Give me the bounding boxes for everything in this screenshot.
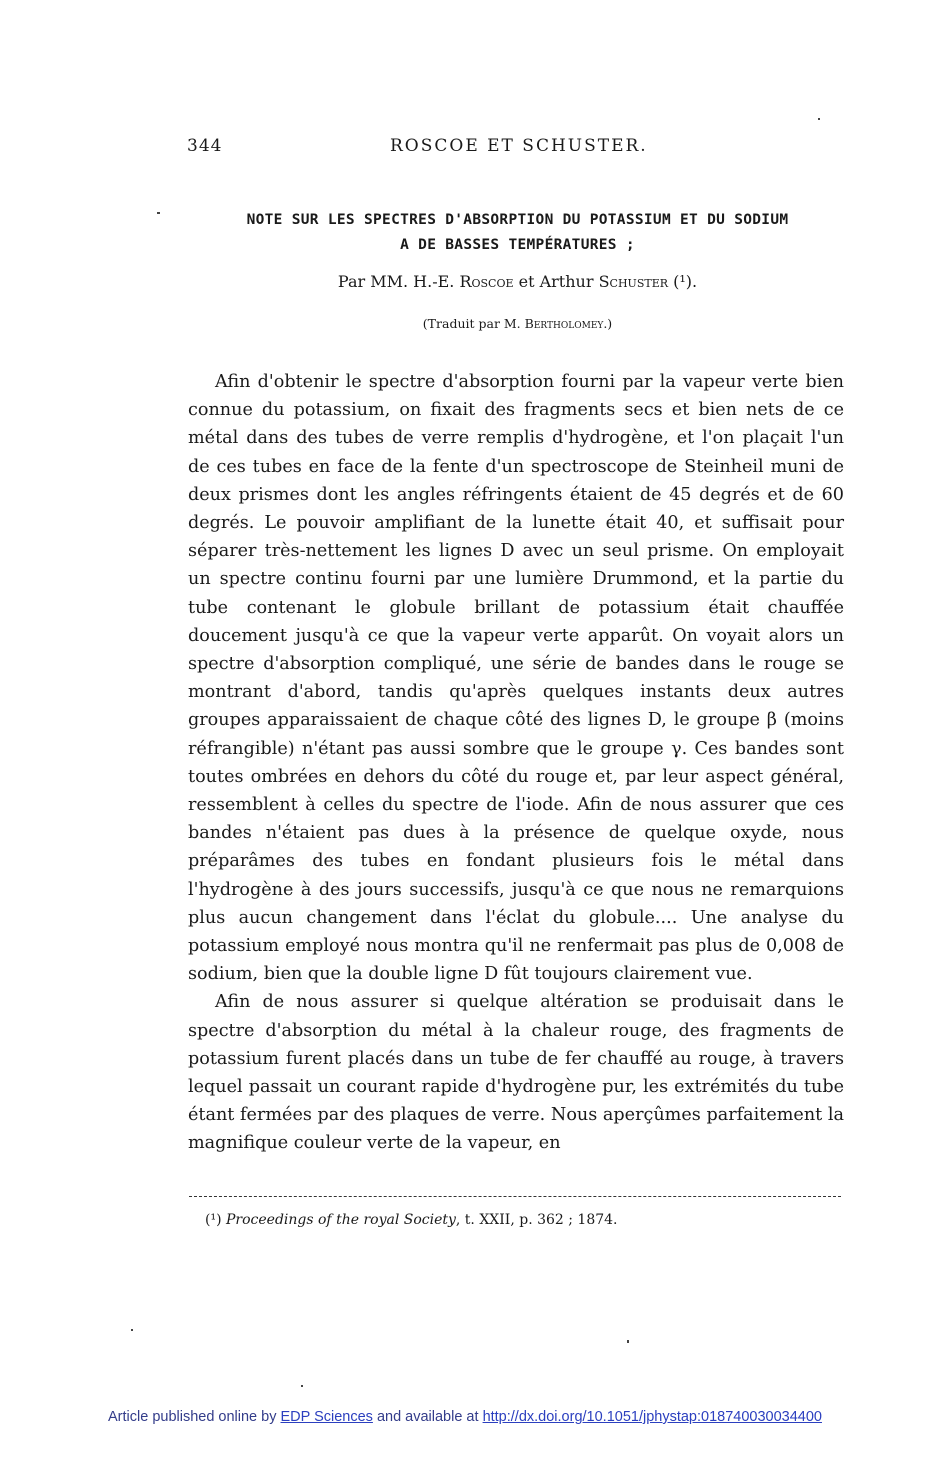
article-title — [190, 208, 845, 258]
scan-speck — [301, 1385, 303, 1387]
footnote-source: Proceedings of the royal Society — [226, 1212, 456, 1228]
footnote-marker: (¹) — [205, 1212, 226, 1228]
footnote-details: , t. XXII, p. 362 ; 1874. — [455, 1212, 618, 1228]
footnote-divider — [189, 1196, 841, 1197]
running-title: ROSCOE ET SCHUSTER. — [390, 136, 648, 156]
page-number: 344 — [187, 136, 223, 156]
scan-speck — [131, 1329, 133, 1331]
author-schuster: Schuster — [598, 272, 669, 291]
scan-speck — [157, 212, 160, 214]
author-roscoe: Roscoe — [459, 272, 514, 291]
article-body — [188, 368, 844, 1158]
article-title-line-2: A DE BASSES TEMPÉRATURES ; — [400, 237, 635, 253]
body-paragraph-2: Afin de nous assurer si quelque altération se produisait dans le spectre d'absorption du métal à la chaleur rouge, des fragments de potassium furent placés dans un tube de fer chauffé au rouge, à travers lequel passait un courant rapide d'hydrogène pur, les extrémités du tube étant fermées par des plaques de verre. Nous aperçûmes parfaitement la magnifique couleur verte de la vapeur, en — [188, 992, 844, 1154]
authors-suffix: (¹). — [668, 272, 698, 291]
translator-suffix: .) — [603, 316, 613, 331]
authors-prefix: Par MM. H.-E. — [337, 272, 460, 291]
authors-mid: et Arthur — [513, 272, 599, 291]
notice-middle: and available at — [372, 1409, 483, 1425]
translator-credit — [190, 316, 845, 331]
scan-speck — [818, 118, 820, 120]
doi-link[interactable]: http://dx.doi.org/10.1051/jphystap:018740030034400 — [482, 1409, 822, 1425]
footnote — [205, 1212, 618, 1228]
translator-prefix: (Traduit par M. — [422, 316, 525, 331]
notice-prefix: Article published online by — [108, 1409, 281, 1425]
edp-sciences-link[interactable]: EDP Sciences — [280, 1409, 373, 1425]
scan-speck — [627, 1340, 629, 1343]
article-authors — [190, 272, 845, 291]
article-title-line-1: NOTE SUR LES SPECTRES D'ABSORPTION DU POTASSIUM ET DU SODIUM — [246, 212, 789, 228]
translator-name: Bertholomey — [524, 316, 604, 331]
body-paragraph-1: Afin d'obtenir le spectre d'absorption fourni par la vapeur verte bien connue du potassium, on fixait des fragments secs et bien nets de ce métal dans des tubes de verre remplis d'hydrogène, et l'on plaçait l'un de ces tubes en face de la fente d'un spectroscope de Steinheil muni de deux prismes dont les angles réfringents étaient de 45 degrés et de 60 degrés. Le pouvoir amplifiant de la lunette était 40, et suffisait pour séparer très-nettement les lignes D avec un seul prisme. On employait un spectre continu fourni par une lumière Drummond, et la partie du tube contenant le globule brillant de potassium était chauffée doucement jusqu'à ce que la vapeur verte apparût. On voyait alors un spectre d'absorption compliqué, une série de bandes dans le rouge se montrant d'abord, tandis qu'après quelques instants deux autres groupes apparaissaient de chaque côté des lignes D, le groupe β (moins réfrangible) n'étant pas aussi sombre que le groupe γ. Ces bandes sont toutes ombrées en dehors du côté du rouge et, par leur aspect général, ressemblent à celles du spectre de l'iode. Afin de nous assurer que ces bandes n'étaient pas dues à la présence de quelque oxyde, nous préparâmes des tubes en fondant plusieurs fois le métal dans l'hydrogène à des jours successifs, jusqu'à ce que nous ne remarquions plus aucun changement dans l'éclat du globule.... Une analyse du potassium employé nous montra qu'il ne renfermait pas plus de 0,008 de sodium, bien que la double ligne D fût toujours clairement vue. — [188, 372, 844, 985]
publication-notice — [0, 1409, 930, 1425]
